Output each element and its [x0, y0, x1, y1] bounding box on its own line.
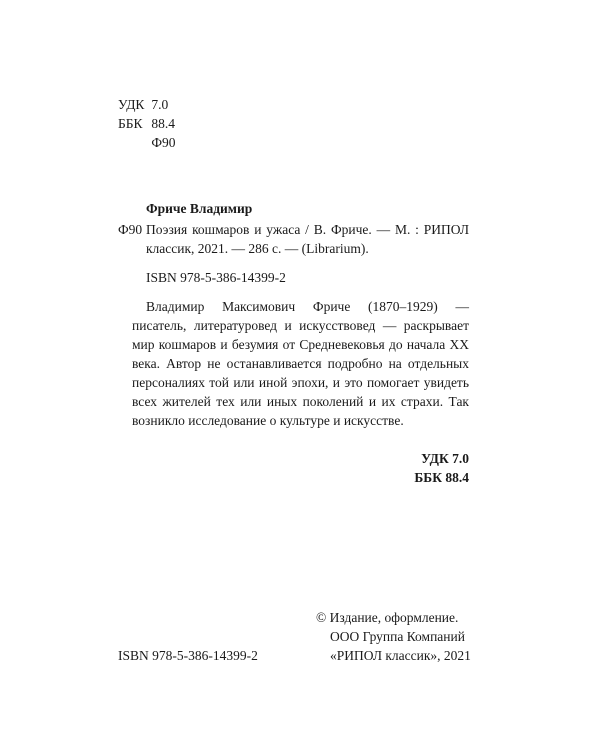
annotation-text: Владимир Максимович Фриче (1870–1929) — писатель, литературовед и искусствовед — раскрывает мир кошмаров и безумия от Средневековья до начала XX века. Автор не останавливается подробно на отдельных персоналиях той или иной эпохи, и это помогает увидеть всех жителей тех или иных поколений и их страхи. Так возникло исследование о культуре и искусстве. [132, 299, 469, 428]
bbk-label: ББК [118, 116, 143, 131]
annotation [132, 297, 469, 430]
isbn-main: ISBN 978-5-386-14399-2 [146, 270, 286, 285]
bbk-row [118, 114, 175, 133]
udk-label: УДК [118, 97, 145, 112]
bbk-value: 88.4 [151, 116, 175, 131]
bottom-udk: УДК 7.0 [421, 451, 469, 466]
udk-row [118, 95, 168, 114]
copyright-line-1: © Издание, оформление. [316, 610, 459, 625]
author-mark-top: Ф90 [151, 135, 176, 150]
author-heading: Фриче Владимир [146, 201, 253, 216]
udk-value: 7.0 [151, 97, 169, 112]
copyright-line-3: «РИПОЛ классик», 2021 [330, 648, 471, 663]
author-mark-left: Ф90 [118, 222, 143, 237]
author-mark-row [118, 133, 176, 152]
bottom-bbk: ББК 88.4 [414, 470, 469, 485]
copyright-line-2: ООО Группа Компаний [330, 629, 465, 644]
isbn-footer: ISBN 978-5-386-14399-2 [118, 648, 258, 663]
bibliographic-description: Поэзия кошмаров и ужаса / В. Фриче. — М. : РИПОЛ классик, 2021. — 286 с. — (Librarium). [146, 222, 469, 256]
